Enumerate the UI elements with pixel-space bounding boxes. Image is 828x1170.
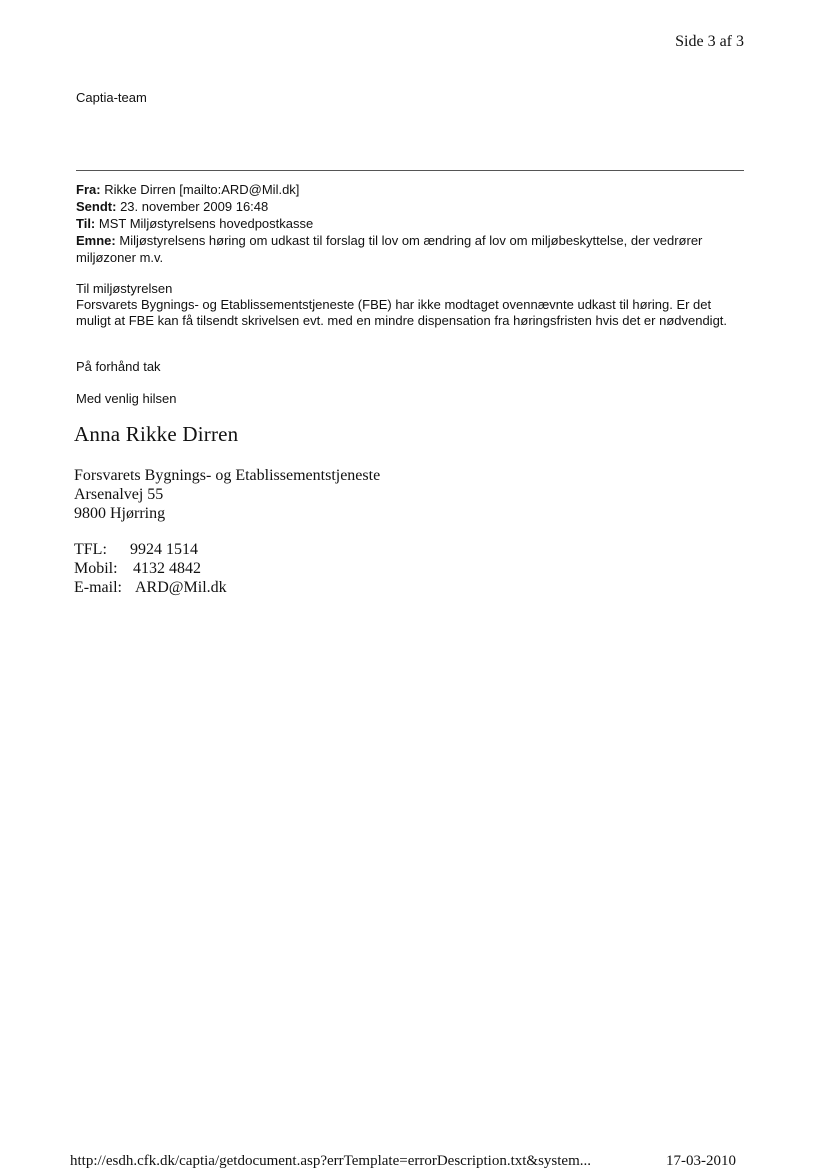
signature-city: 9800 Hjørring [74, 505, 166, 522]
phone-value: 9924 1514 [130, 541, 198, 558]
subject-value: Miljøstyrelsens høring om udkast til forslag til lov om ændring af lov om miljøbeskyttelse, der vedrører miljøzoner m.v. [76, 233, 703, 265]
sent-label: Sendt: [76, 199, 117, 214]
from-line [76, 181, 748, 198]
regards-line: Med venlig hilsen [76, 391, 177, 406]
signature-organization: Forsvarets Bygnings- og Etablissementstjeneste [74, 467, 381, 484]
signature-name: Anna Rikke Dirren [74, 422, 239, 446]
email-value: ARD@Mil.dk [135, 579, 227, 596]
salutation: Til miljøstyrelsen [76, 281, 173, 296]
from-value: Rikke Dirren [mailto:ARD@Mil.dk] [104, 182, 300, 197]
signature-street: Arsenalvej 55 [74, 486, 164, 503]
page-number: Side 3 af 3 [675, 33, 744, 50]
signature-contacts [74, 540, 227, 597]
email-body [76, 281, 748, 329]
footer-url: http://esdh.cfk.dk/captia/getdocument.asp?errTemplate=errorDescription.txt&system... [70, 1153, 592, 1169]
subject-line [76, 232, 748, 266]
email-header [76, 181, 748, 266]
sent-line [76, 198, 748, 215]
phone-row [74, 540, 227, 559]
separator-line [76, 170, 744, 171]
email-row [74, 578, 227, 597]
mobile-label: Mobil: [74, 560, 118, 577]
email-label: E-mail: [74, 579, 122, 596]
thanks-line: På forhånd tak [76, 359, 161, 374]
sent-value: 23. november 2009 16:48 [120, 199, 269, 214]
body-paragraph: Forsvarets Bygnings- og Etablissementstjeneste (FBE) har ikke modtaget ovennævnte udkast til høring. Er det muligt at FBE kan få tilsendt skrivelsen evt. med en mindre dispensation fra høringsfristen hvis det er nødvendigt. [76, 297, 728, 328]
to-label: Til: [76, 216, 96, 231]
to-value: MST Miljøstyrelsens hovedpostkasse [98, 216, 314, 231]
mobile-row [74, 559, 227, 578]
footer-date: 17-03-2010 [666, 1153, 736, 1169]
subject-label: Emne: [76, 233, 116, 248]
from-label: Fra: [76, 182, 101, 197]
signature-address [74, 466, 380, 523]
phone-label: TFL: [74, 541, 107, 558]
closing-team: Captia-team [76, 90, 147, 105]
mobile-value: 4132 4842 [133, 560, 201, 577]
to-line [76, 215, 748, 232]
